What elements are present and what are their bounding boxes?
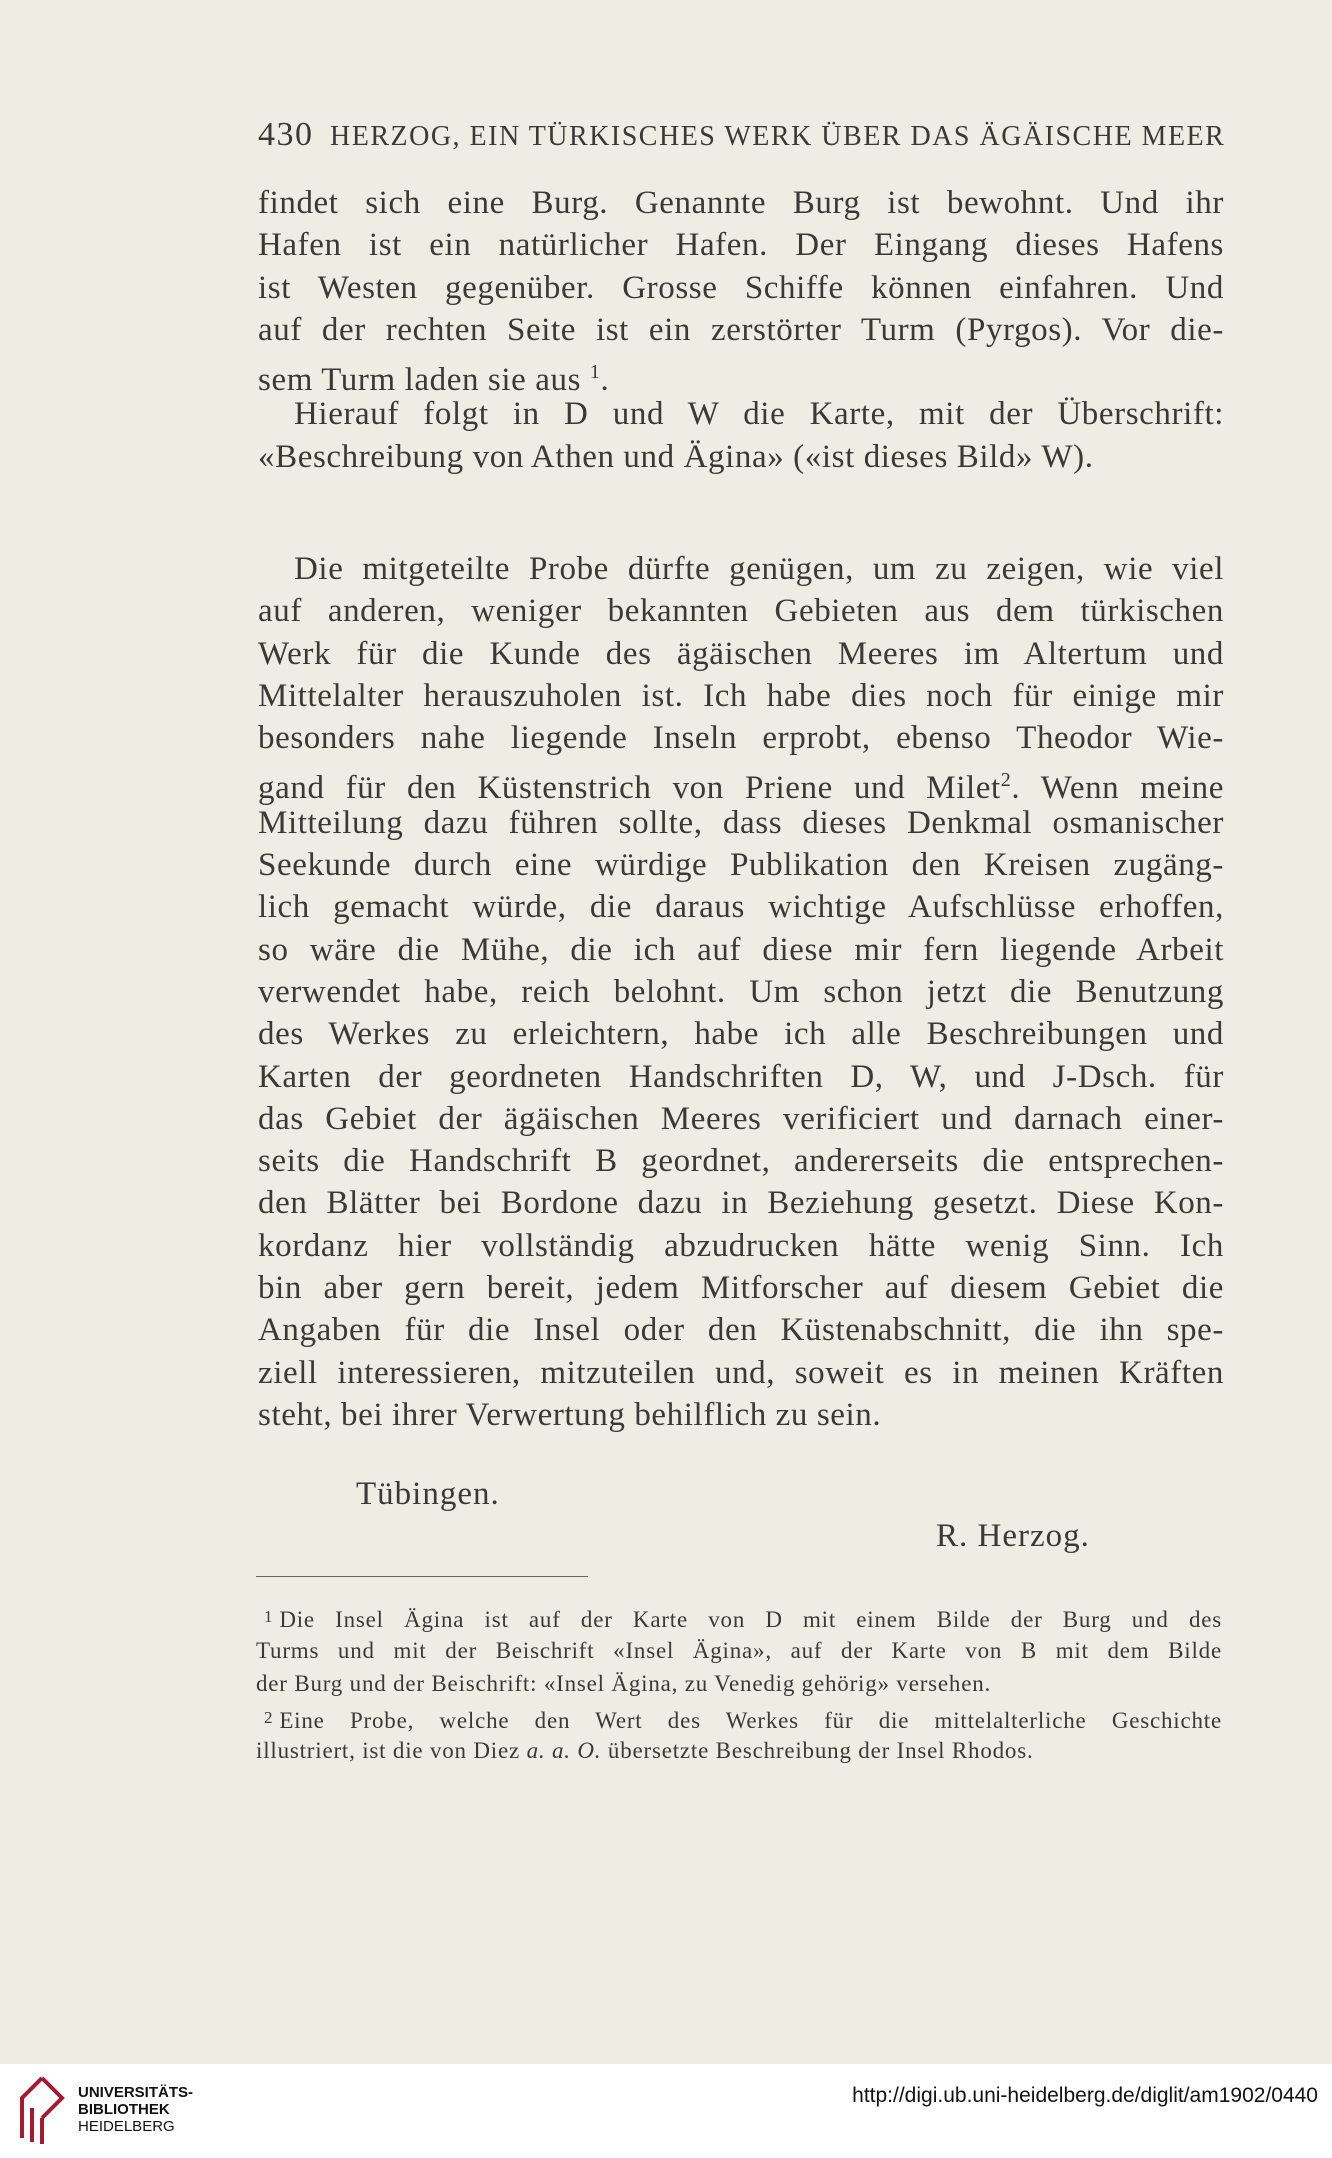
library-name: UNIVERSITÄTS- BIBLIOTHEK HEIDELBERG xyxy=(78,2084,194,2135)
library-footer xyxy=(0,2064,1332,2158)
text-line: Mittelalter herauszuholen ist. Ich habe dies noch für einige mir xyxy=(258,677,1224,714)
text-line: Die mitgeteilte Probe dürfte genügen, um zu zeigen, wie viel xyxy=(294,551,1224,587)
text-line: gand für den Küstenstrich von Priene und Milet$^2$. Wenn meine xyxy=(258,769,1224,807)
body-text-main xyxy=(258,548,1224,1436)
text-line: des Werkes zu erleichtern, habe ich alle Beschreibungen und xyxy=(258,1016,1224,1053)
signoff-author: R. Herzog. xyxy=(936,1518,1090,1554)
text-line: sem Turm laden sie aus $^1$. xyxy=(258,361,610,399)
text-line: bin aber gern bereit, jedem Mitforscher auf diesem Gebiet die xyxy=(258,1270,1224,1307)
text-line: verwendet habe, reich belohnt. Um schon jetzt die Benutzung xyxy=(258,973,1224,1010)
text-line: kordanz hier vollständig abzudrucken hätte wenig Sinn. Ich xyxy=(258,1227,1224,1264)
text-line: seits die Handschrift B geordnet, andererseits die entsprechen- xyxy=(258,1143,1224,1180)
text-line: auf der rechten Seite ist ein zerstörter Turm (Pyrgos). Vor die- xyxy=(258,311,1224,348)
text-line: Karten der geordneten Handschriften D, W, und J-Dsch. für xyxy=(258,1058,1224,1095)
body-text-upper xyxy=(258,182,1224,478)
footnote-line: illustriert, ist die von Diez a. a. O. übersetzte Beschreibung der Insel Rhodos. xyxy=(256,1738,1034,1763)
footnote-ref-2: 2 xyxy=(1000,769,1012,792)
page-number: 430 xyxy=(258,116,314,153)
text-line: besonders nahe liegende Inseln erprobt, ebenso Theodor Wie- xyxy=(258,720,1224,757)
text-line: Werk für die Kunde des ägäischen Meeres im Altertum und xyxy=(258,635,1224,672)
text-line: steht, bei ihrer Verwertung behilflich zu sein. xyxy=(258,1396,882,1433)
footnote-line: $^1$ Die Insel Ägina ist auf der Karte von D mit einem Bilde der Burg und des xyxy=(264,1607,1222,1632)
signoff-place: Tübingen. xyxy=(356,1476,500,1512)
text-line: auf anderen, weniger bekannten Gebieten aus dem türkischen xyxy=(258,593,1224,630)
footnote-mark-2: 2 xyxy=(264,1707,274,1727)
text-line: ziell interessieren, mitzuteilen und, soweit es in meinen Kräften xyxy=(258,1354,1224,1391)
running-title: HERZOG, EIN TÜRKISCHES WERK ÜBER DAS ÄGÄISCHE MEER xyxy=(330,121,1226,152)
library-logo-icon xyxy=(16,2074,68,2146)
text-line: Mitteilung dazu führen sollte, dass dieses Denkmal osmanischer xyxy=(258,804,1224,841)
text-line: Angaben für die Insel oder den Küstenabschnitt, die ihn spe- xyxy=(258,1312,1224,1349)
footnote-divider xyxy=(256,1576,588,1577)
text-line: ist Westen gegenüber. Grosse Schiffe können einfahren. Und xyxy=(258,269,1224,306)
footnote-ref-1: 1 xyxy=(589,361,601,384)
text-line: Hierauf folgt in D und W die Karte, mit der Überschrift: xyxy=(294,396,1224,433)
text-line: Hafen ist ein natürlicher Hafen. Der Eingang dieses Hafens xyxy=(258,227,1224,264)
text-line: Seekunde durch eine würdige Publikation den Kreisen zugäng- xyxy=(258,847,1224,884)
footnote-line: der Burg und der Beischrift: «Insel Ägina, zu Venedig gehörig» versehen. xyxy=(256,1671,992,1696)
footnote-line: $^2$ Eine Probe, welche den Wert des Werkes für die mittelalterliche Geschichte xyxy=(264,1707,1222,1733)
footnote-line: Turms und mit der Beischrift «Insel Ägina», auf der Karte von B mit dem Bilde xyxy=(256,1637,1222,1663)
text-line: findet sich eine Burg. Genannte Burg ist bewohnt. Und ihr xyxy=(258,185,1224,221)
footnotes xyxy=(256,1600,1222,1768)
text-line: das Gebiet der ägäischen Meeres verificiert und darnach einer- xyxy=(258,1100,1224,1137)
text-line: so wäre die Mühe, die ich auf diese mir fern liegende Arbeit xyxy=(258,931,1224,968)
text-line: den Blätter bei Bordone dazu in Beziehung gesetzt. Diese Kon- xyxy=(258,1185,1224,1222)
text-line: lich gemacht würde, die daraus wichtige Aufschlüsse erhoffen, xyxy=(258,889,1224,926)
running-header xyxy=(258,116,1226,154)
source-url-link[interactable]: http://digi.ub.uni-heidelberg.de/diglit/am1902/0440 xyxy=(852,2084,1318,2107)
text-line: «Beschreibung von Athen und Ägina» («ist dieses Bild» W). xyxy=(258,438,1094,475)
footnote-mark-1: 1 xyxy=(264,1607,274,1626)
